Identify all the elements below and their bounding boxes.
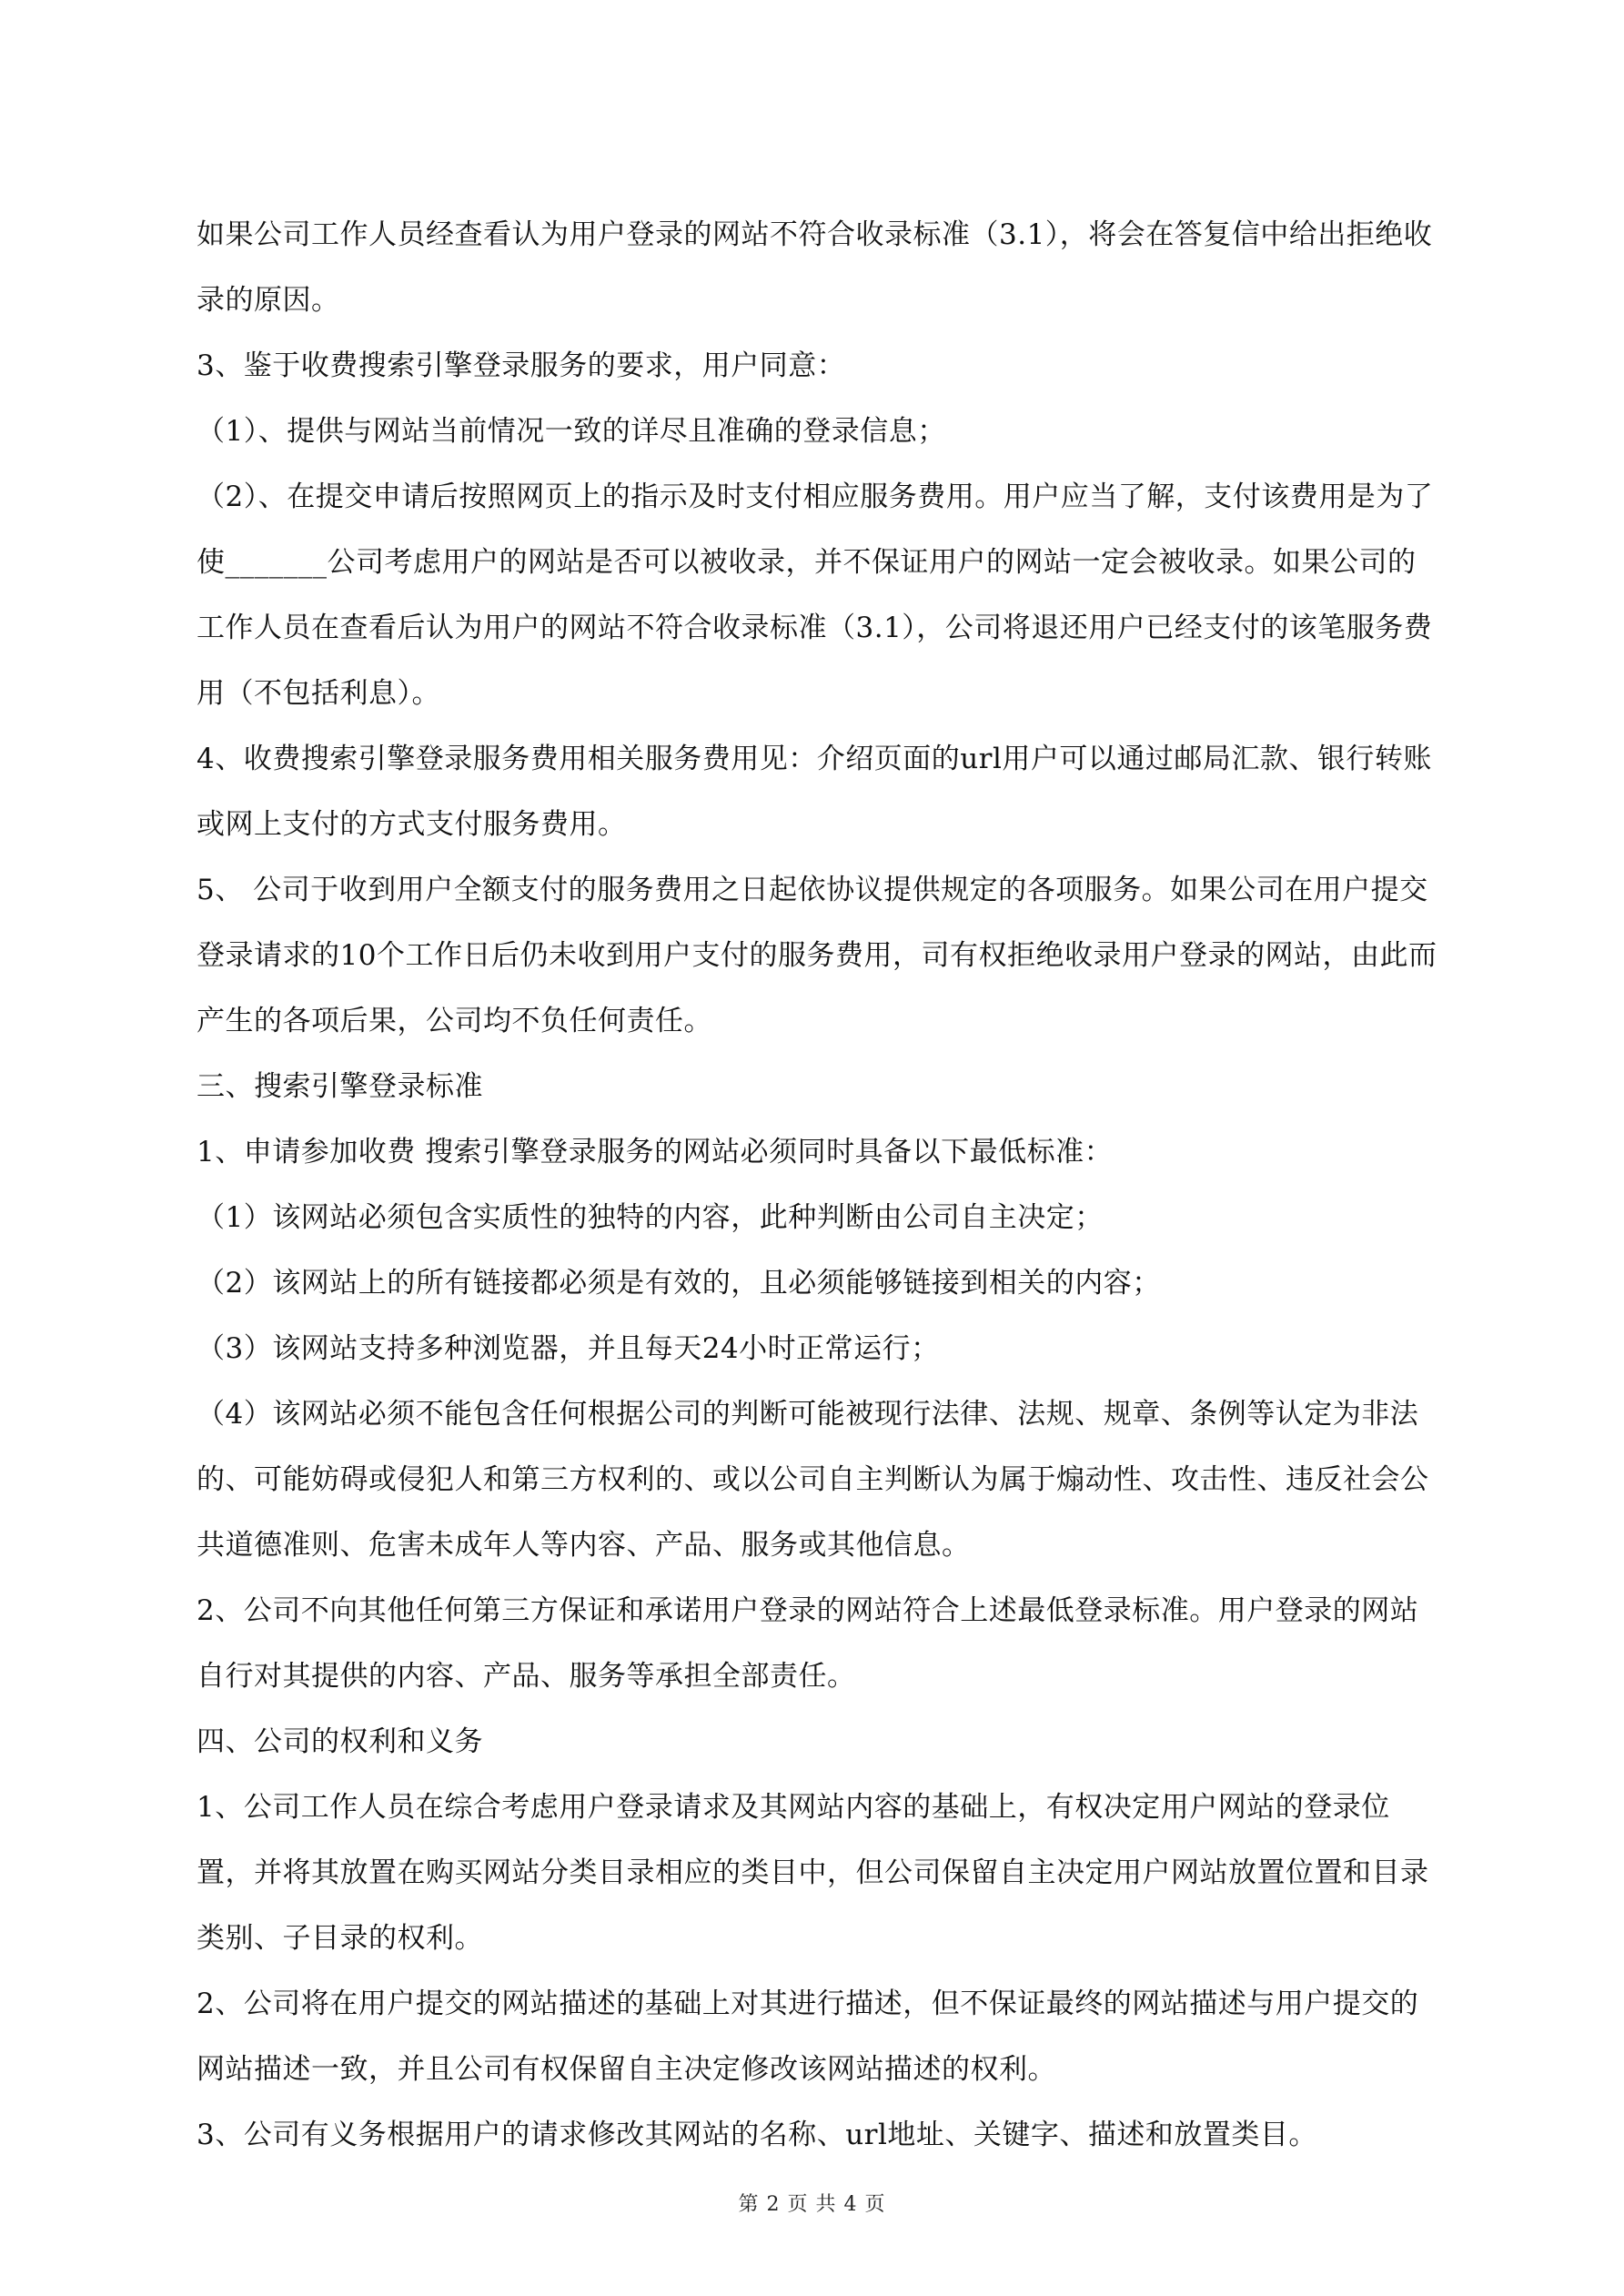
paragraph-standard-1-2: （2）该网站上的所有链接都必须是有效的，且必须能够链接到相关的内容；: [197, 1267, 1161, 1300]
paragraph-standard-1-3: （3）该网站支持多种浏览器，并且每天24小时正常运行；: [197, 1332, 940, 1365]
paragraph-standard-1-1: （1）该网站必须包含实质性的独特的内容，此种判断由公司自主决定；: [197, 1201, 1104, 1234]
paragraph-standard-2: 2、公司不向其他任何第三方保证和承诺用户登录的网站符合上述最低登录标准。用户登录的网站自行对其提供的内容、产品、服务等承担全部责任。: [197, 1594, 1419, 1693]
section-heading-4: 四、公司的权利和义务: [197, 1725, 483, 1758]
paragraph-clause-3: 3、鉴于收费搜索引擎登录服务的要求，用户同意：: [197, 349, 846, 382]
section-heading-3: 三、搜索引擎登录标准: [197, 1070, 483, 1103]
paragraph-clause-4: 4、收费搜索引擎登录服务费用相关服务费用见：介绍页面的url用户可以通过邮局汇款、银行转账或网上支付的方式支付服务费用。: [197, 743, 1432, 841]
page-number-footer: 第 2 页 共 4 页: [738, 2193, 886, 2216]
paragraph-rights-1: 1、公司工作人员在综合考虑用户登录请求及其网站内容的基础上，有权决定用户网站的登录位置，并将其放置在购买网站分类目录相应的类目中，但公司保留自主决定用户网站放置位置和目录类别、子目录的权利。: [197, 1791, 1429, 1955]
paragraph-rights-3: 3、公司有义务根据用户的请求修改其网站的名称、url地址、关键字、描述和放置类目。: [197, 2119, 1317, 2151]
paragraph-standard-1-4: （4）该网站必须不能包含任何根据公司的判断可能被现行法律、法规、规章、条例等认定为非法的、可能妨碍或侵犯人和第三方权利的、或以公司自主判断认为属于煽动性、攻击性、违反社会公共道德准则、危害未成年人等内容、产品、服务或其他信息。: [197, 1398, 1429, 1562]
paragraph-rejection-reason: 如果公司工作人员经查看认为用户登录的网站不符合收录标准（3.1），将会在答复信中给出拒绝收录的原因。: [197, 218, 1433, 317]
paragraph-clause-3-1: （1）、提供与网站当前情况一致的详尽且准确的登录信息；: [197, 415, 946, 448]
paragraph-clause-3-2: （2）、在提交申请后按照网页上的指示及时支付相应服务费用。用户应当了解，支付该费用是为了使_______公司考虑用户的网站是否可以被收录，并不保证用户的网站一定会被收录。如果公司的工作人员在查看后认为用户的网站不符合收录标准（3.1），公司将退还用户已经支付的该笔服务费用（不包括利息）。: [197, 480, 1434, 710]
document-body: [197, 202, 1438, 2168]
paragraph-clause-5: 5、 公司于收到用户全额支付的服务费用之日起依协议提供规定的各项服务。如果公司在用户提交登录请求的10个工作日后仍未收到用户支付的服务费用，司有权拒绝收录用户登录的网站，由此而产生的各项后果，公司均不负任何责任。: [197, 874, 1437, 1037]
paragraph-rights-2: 2、公司将在用户提交的网站描述的基础上对其进行描述，但不保证最终的网站描述与用户提交的网站描述一致，并且公司有权保留自主决定修改该网站描述的权利。: [197, 1988, 1419, 2086]
paragraph-standard-1: 1、申请参加收费 搜索引擎登录服务的网站必须同时具备以下最低标准：: [197, 1136, 1114, 1168]
